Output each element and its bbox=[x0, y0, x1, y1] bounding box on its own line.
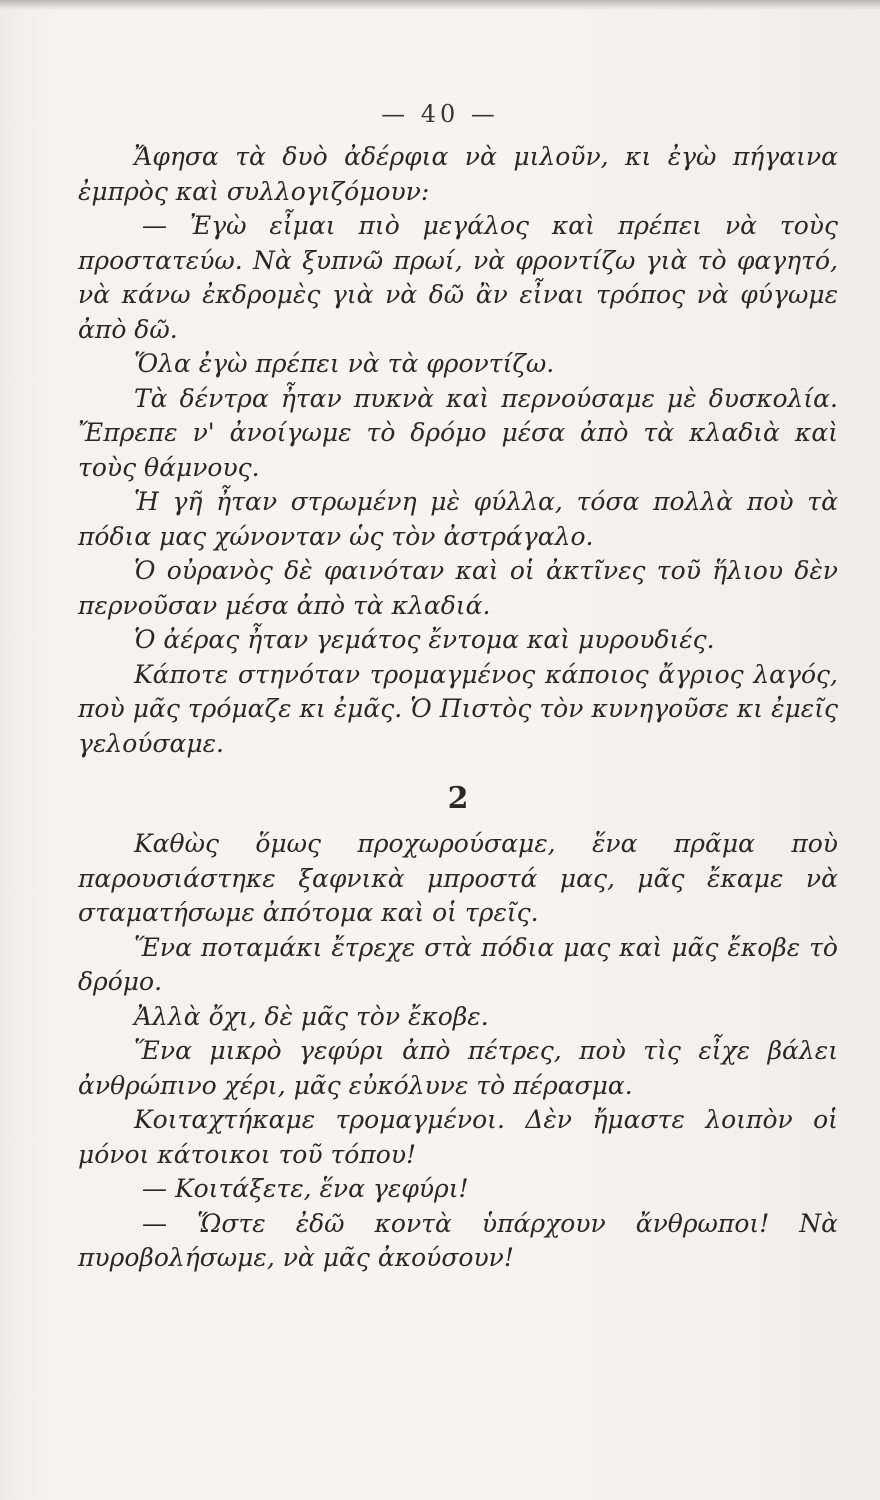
page-number: — 40 — bbox=[381, 100, 499, 128]
paragraph: Ὁ οὐρανὸς δὲ φαινόταν καὶ οἱ ἀκτῖνες τοῦ ἥλιου δὲν περνοῦσαν μέσα ἀπὸ τὰ κλαδιά. bbox=[78, 556, 838, 620]
paragraph: Κάποτε στηνόταν τρομαγμένος κάποιος ἄγριος λαγός, ποὺ μᾶς τρόμαζε κι ἐμᾶς. Ὁ Πιστὸς τὸν κυνηγοῦσε κι ἐμεῖς γελούσαμε. bbox=[78, 659, 838, 758]
paragraph: Ἄφησα τὰ δυὸ ἀδέρφια νὰ μιλοῦν, κι ἐγὼ πήγαινα ἐμπρὸς καὶ συλλογιζόμουν: bbox=[78, 142, 838, 206]
paragraph: Ἀλλὰ ὄχι, δὲ μᾶς τὸν ἔκοβε. bbox=[134, 1001, 489, 1031]
paragraph: Κοιταχτήκαμε τρομαγμένοι. Δὲν ἤμαστε λοιπὸν οἱ μόνοι κάτοικοι τοῦ τόπου! bbox=[78, 1105, 838, 1169]
page-text bbox=[78, 140, 838, 1276]
paragraph: Ὁ ἀέρας ἦταν γεμάτος ἔντομα καὶ μυρουδιές. bbox=[134, 625, 715, 654]
paragraph: — Ἐγὼ εἶμαι πιὸ μεγάλος καὶ πρέπει νὰ τοὺς προστατεύω. Νὰ ξυπνῶ πρωί, νὰ φροντίζω γιὰ τὸ φαγητό, νὰ κάνω ἐκδρομὲς γιὰ νὰ δῶ ἂν εἶναι τρόπος νὰ φύγωμε ἀπὸ δῶ. bbox=[78, 211, 838, 344]
page-top-edge bbox=[0, 0, 880, 10]
section-mark: 2 bbox=[447, 781, 469, 816]
paragraph: Καθὼς ὅμως προχωρούσαμε, ἕνα πρᾶμα ποὺ παρουσιάστηκε ξαφνικὰ μπροστά μας, μᾶς ἔκαμε νὰ σταματήσωμε ἀπότομα καὶ οἱ τρεῖς. bbox=[78, 829, 838, 927]
paragraph: Ἡ γῆ ἦταν στρωμένη μὲ φύλλα, τόσα πολλὰ ποὺ τὰ πόδια μας χώνονταν ὡς τὸν ἀστράγαλο. bbox=[78, 487, 838, 551]
paragraph: Ἕνα μικρὸ γεφύρι ἀπὸ πέτρες, ποὺ τὶς εἶχε βάλει ἀνθρώπινο χέρι, μᾶς εὐκόλυνε τὸ πέρασμα. bbox=[78, 1036, 838, 1100]
paragraph: Τὰ δέντρα ἦταν πυκνὰ καὶ περνούσαμε μὲ δυσκολία. Ἔπρεπε ν' ἀνοίγωμε τὸ δρόμο μέσα ἀπὸ τὰ κλαδιὰ καὶ τοὺς θάμνους. bbox=[78, 383, 838, 482]
paragraph: Ὅλα ἐγὼ πρέπει νὰ τὰ φροντίζω. bbox=[134, 349, 555, 378]
paragraph: — Κοιτάξετε, ἕνα γεφύρι! bbox=[142, 1174, 469, 1203]
paragraph: Ἕνα ποταμάκι ἔτρεχε στὰ πόδια μας καὶ μᾶς ἔκοβε τὸ δρόμο. bbox=[78, 932, 838, 996]
paragraph: — Ὥστε ἐδῶ κοντὰ ὑπάρχουν ἄνθρωποι! Νὰ πυροβολήσωμε, νὰ μᾶς ἀκούσουν! bbox=[78, 1208, 838, 1272]
